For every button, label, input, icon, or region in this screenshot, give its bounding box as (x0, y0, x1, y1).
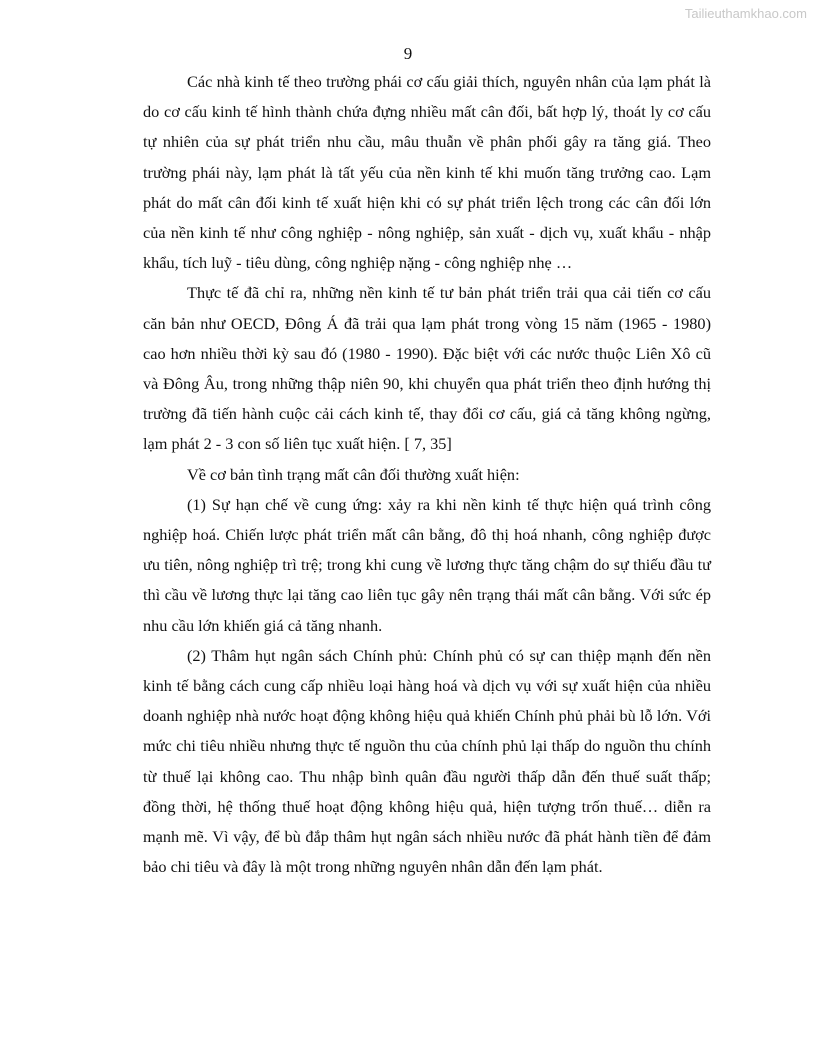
paragraph-supply-constraint: (1) Sự hạn chế về cung ứng: xảy ra khi nền kinh tế thực hiện quá trình công nghiệp hoá. Chiến lược phát triển mất cân bằng, đô thị hoá nhanh, công nghiệp được ưu tiên, nông nghiệp trì trệ; trong khi cung về lương thực tăng chậm do sự thiếu đầu tư thì cầu về lương thực lại tăng cao liên tục gây nên trạng thái mất cân bằng. Với sức ép nhu cầu lớn khiến giá cả tăng nhanh. (143, 494, 711, 635)
paragraph-imbalance-intro: Về cơ bản tình trạng mất cân đối thường xuất hiện: (187, 464, 520, 484)
watermark: Tailieuthamkhao.com (684, 6, 807, 21)
paragraph-historical-evidence: Thực tế đã chỉ ra, những nền kinh tế tư bản phát triển trải qua cải tiến cơ cấu căn bản như OECD, Đông Á đã trải qua lạm phát trong vòng 15 năm (1965 - 1980) cao hơn nhiều thời kỳ sau đó (1980 - 1990). Đặc biệt với các nước thuộc Liên Xô cũ và Đông Âu, trong những thập niên 90, khi chuyển qua phát triển theo định hướng thị trường đã tiến hành cuộc cải cách kinh tế, thay đổi cơ cấu, giá cả tăng không ngừng, lạm phát 2 - 3 con số liên tục xuất hiện. [ 7, 35] (143, 283, 711, 454)
paragraph-structural-school: Các nhà kinh tế theo trường phái cơ cấu giải thích, nguyên nhân của lạm phát là do cơ cấu kinh tế hình thành chứa đựng nhiều mất cân đối, bất hợp lý, thoát ly cơ cấu tự nhiên của sự phát triển nhu cầu, mâu thuẫn về phân phối gây ra tăng giá. Theo trường phái này, lạm phát là tất yếu của nền kinh tế khi muốn tăng trưởng cao. Lạm phát do mất cân đối kinh tế xuất hiện khi có sự phát triển lệch trong các cân đối lớn của nền kinh tế như công nghiệp - nông nghiệp, sản xuất - dịch vụ, xuất khẩu - nhập khẩu, tích luỹ - tiêu dùng, công nghiệp nặng - công nghiệp nhẹ … (143, 72, 711, 273)
paragraph-budget-deficit: (2) Thâm hụt ngân sách Chính phủ: Chính phủ có sự can thiệp mạnh đến nền kinh tế bằng cách cung cấp nhiều loại hàng hoá và dịch vụ với sự xuất hiện của nhiều doanh nghiệp nhà nước hoạt động không hiệu quả khiến Chính phủ phải bù lỗ lớn. Với mức chi tiêu nhiều nhưng thực tế nguồn thu của chính phủ lại thấp do nguồn thu chính từ thuế lại không cao. Thu nhập bình quân đầu người thấp dẫn đến thuế suất thấp; đồng thời, hệ thống thuế hoạt động không hiệu quả, hiện tượng trốn thuế… diễn ra mạnh mẽ. Vì vậy, để bù đắp thâm hụt ngân sách nhiều nước đã phát hành tiền để đảm bảo chi tiêu và đây là một trong những nguyên nhân dẫn đến lạm phát. (143, 645, 711, 877)
page-number: 9 (403, 44, 413, 63)
document-body (143, 67, 711, 882)
